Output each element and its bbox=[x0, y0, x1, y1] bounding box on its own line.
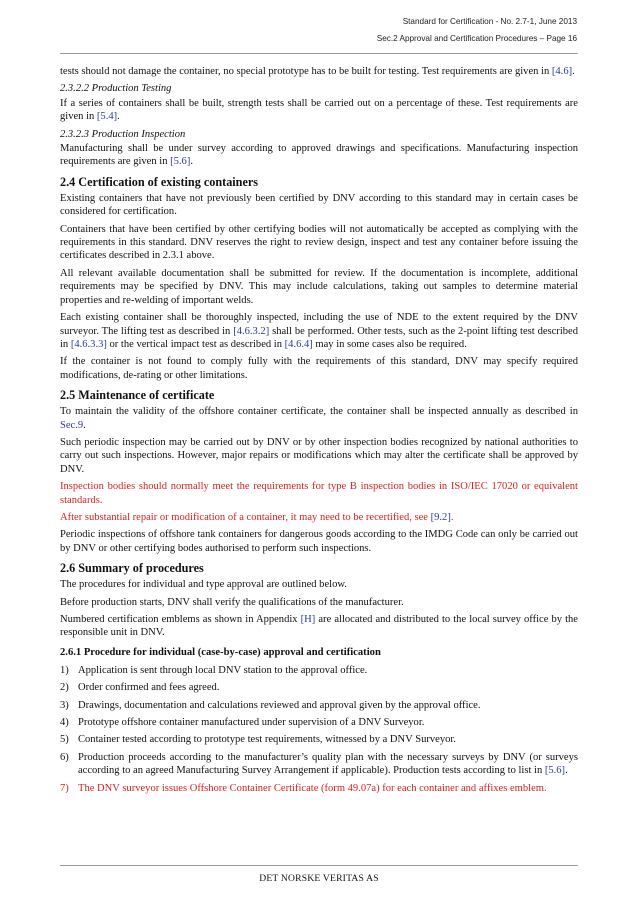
paragraph: Numbered certification emblems as shown in Appendix [H] are allocated and distributed to the local survey office by the responsible unit in DNV. bbox=[60, 614, 578, 639]
cross-reference-link[interactable]: [4.6] bbox=[551, 66, 573, 77]
subsection-heading-2-3-2-3: 2.3.2.3 Production Inspection bbox=[60, 128, 186, 140]
footer-divider bbox=[60, 865, 578, 866]
subsection-heading-2-6-1: 2.6.1 Procedure for individual (case-by-case) approval and certification bbox=[60, 646, 381, 658]
paragraph: Such periodic inspection may be carried out by DNV or by other inspection bodies recognized by national authorities to carry out such inspections. However, major repairs or modifications which may alter the certificate shall be approved by DNV. bbox=[60, 436, 578, 475]
list-item: 1) Application is sent through local DNV station to the approval office. bbox=[60, 664, 368, 676]
paragraph: Each existing container shall be thoroughly inspected, including the use of NDE to the extent required by the DNV surveyor. The lifting test as described in [4.6.3.2] shall be performed. Other tests, such as the 2-point lifting test described in [4.6.3.3] or the vertical impact test as described in [4.6.4] may in some cases also be required. bbox=[60, 312, 578, 350]
cross-reference-link[interactable]: [H] bbox=[300, 614, 316, 625]
list-item: 7) The DNV surveyor issues Offshore Container Certificate (form 49.07a) for each container and affixes emblem. bbox=[60, 782, 547, 794]
paragraph: Manufacturing shall be under survey according to approved drawings and specifications. Manufacturing inspection requirements are given in [5.6]. bbox=[60, 143, 578, 168]
section-heading-2-4: 2.4 Certification of existing containers bbox=[60, 174, 259, 189]
list-item: 4) Prototype offshore container manufactured under supervision of a DNV Surveyor. bbox=[60, 717, 425, 729]
paragraph: tests should not damage the container, no special prototype has to be built for testing. Test requirements are given in [4.6]. bbox=[60, 66, 575, 77]
header-divider bbox=[60, 53, 578, 54]
guidance-note: After substantial repair or modification of a container, it may need to be recertified, see [9.2]. bbox=[60, 511, 454, 523]
cross-reference-link[interactable]: Sec.9 bbox=[60, 419, 84, 431]
running-header-title: Standard for Certification - No. 2.7-1, June 2013 bbox=[402, 17, 577, 26]
list-item: 2) Order confirmed and fees agreed. bbox=[60, 682, 220, 694]
paragraph: If the container is not found to comply fully with the requirements of this standard, DNV may specify required modifications, de-rating or other limitations. bbox=[60, 356, 578, 381]
cross-reference-link[interactable]: [5.6] bbox=[170, 156, 191, 168]
cross-reference-link[interactable]: [4.6.3.3] bbox=[70, 338, 107, 350]
list-item: 3) Drawings, documentation and calculations reviewed and approval given by the approval office. bbox=[60, 699, 481, 711]
cross-reference-link[interactable]: [4.6.3.2] bbox=[233, 325, 270, 337]
section-heading-2-6: 2.6 Summary of procedures bbox=[60, 561, 204, 576]
list-item: 5) Container tested according to prototype test requirements, witnessed by a DNV Surveyor. bbox=[60, 734, 456, 746]
paragraph: Existing containers that have not previously been certified by DNV according to this standard may in certain cases be considered for certification. bbox=[60, 192, 578, 218]
cross-reference-link[interactable]: [4.6.4] bbox=[284, 338, 313, 350]
page-body bbox=[60, 65, 578, 799]
cross-reference-link[interactable]: [5.4] bbox=[96, 111, 118, 123]
cross-reference-link[interactable]: [5.6] bbox=[544, 765, 566, 777]
paragraph: The procedures for individual and type approval are outlined below. bbox=[60, 579, 347, 591]
paragraph: Periodic inspections of offshore tank containers for dangerous goods according to the IMDG Code can only be carried out by DNV or other certifying bodes authorised to perform such inspections. bbox=[60, 529, 578, 554]
cross-reference-link[interactable]: [9.2] bbox=[430, 511, 451, 523]
running-header-section: Sec.2 Approval and Certification Procedures – Page 16 bbox=[376, 34, 577, 43]
paragraph: To maintain the validity of the offshore container certificate, the container shall be inspected annually as described in Sec.9. bbox=[60, 406, 578, 431]
procedure-list bbox=[60, 664, 578, 795]
paragraph: Containers that have been certified by other certifying bodies will not automatically be accepted as complying with the requirements in this standard. DNV reserves the right to review design, inspect and test any container before issuing the certificates described in 2.3.1 above. bbox=[60, 223, 578, 262]
paragraph: All relevant available documentation shall be submitted for review. If the documentation is incomplete, additional requirements may be specified by DNV. This may include calculations, taking out samples to determine material properties and re-welding of important welds. bbox=[60, 267, 578, 306]
list-item: 6) Production proceeds according to the manufacturer’s quality plan with the necessary surveys by DNV (or surveys according to an agreed Manufacturing Survey Arrangement if applicable). Production tests according to list in [5.6]. bbox=[60, 751, 578, 777]
running-footer: DET NORSKE VERITAS AS bbox=[259, 873, 379, 884]
guidance-note: Inspection bodies should normally meet the requirements for type B inspection bodies in ISO/IEC 17020 or equivalent standards. bbox=[60, 481, 578, 506]
paragraph: Before production starts, DNV shall verify the qualifications of the manufacturer. bbox=[60, 596, 404, 608]
paragraph: If a series of containers shall be built, strength tests shall be carried out on a percentage of these. Test requirements are given in [5.4]. bbox=[60, 97, 578, 123]
section-heading-2-5: 2.5 Maintenance of certificate bbox=[60, 388, 215, 403]
subsection-heading-2-3-2-2: 2.3.2.2 Production Testing bbox=[60, 83, 172, 95]
